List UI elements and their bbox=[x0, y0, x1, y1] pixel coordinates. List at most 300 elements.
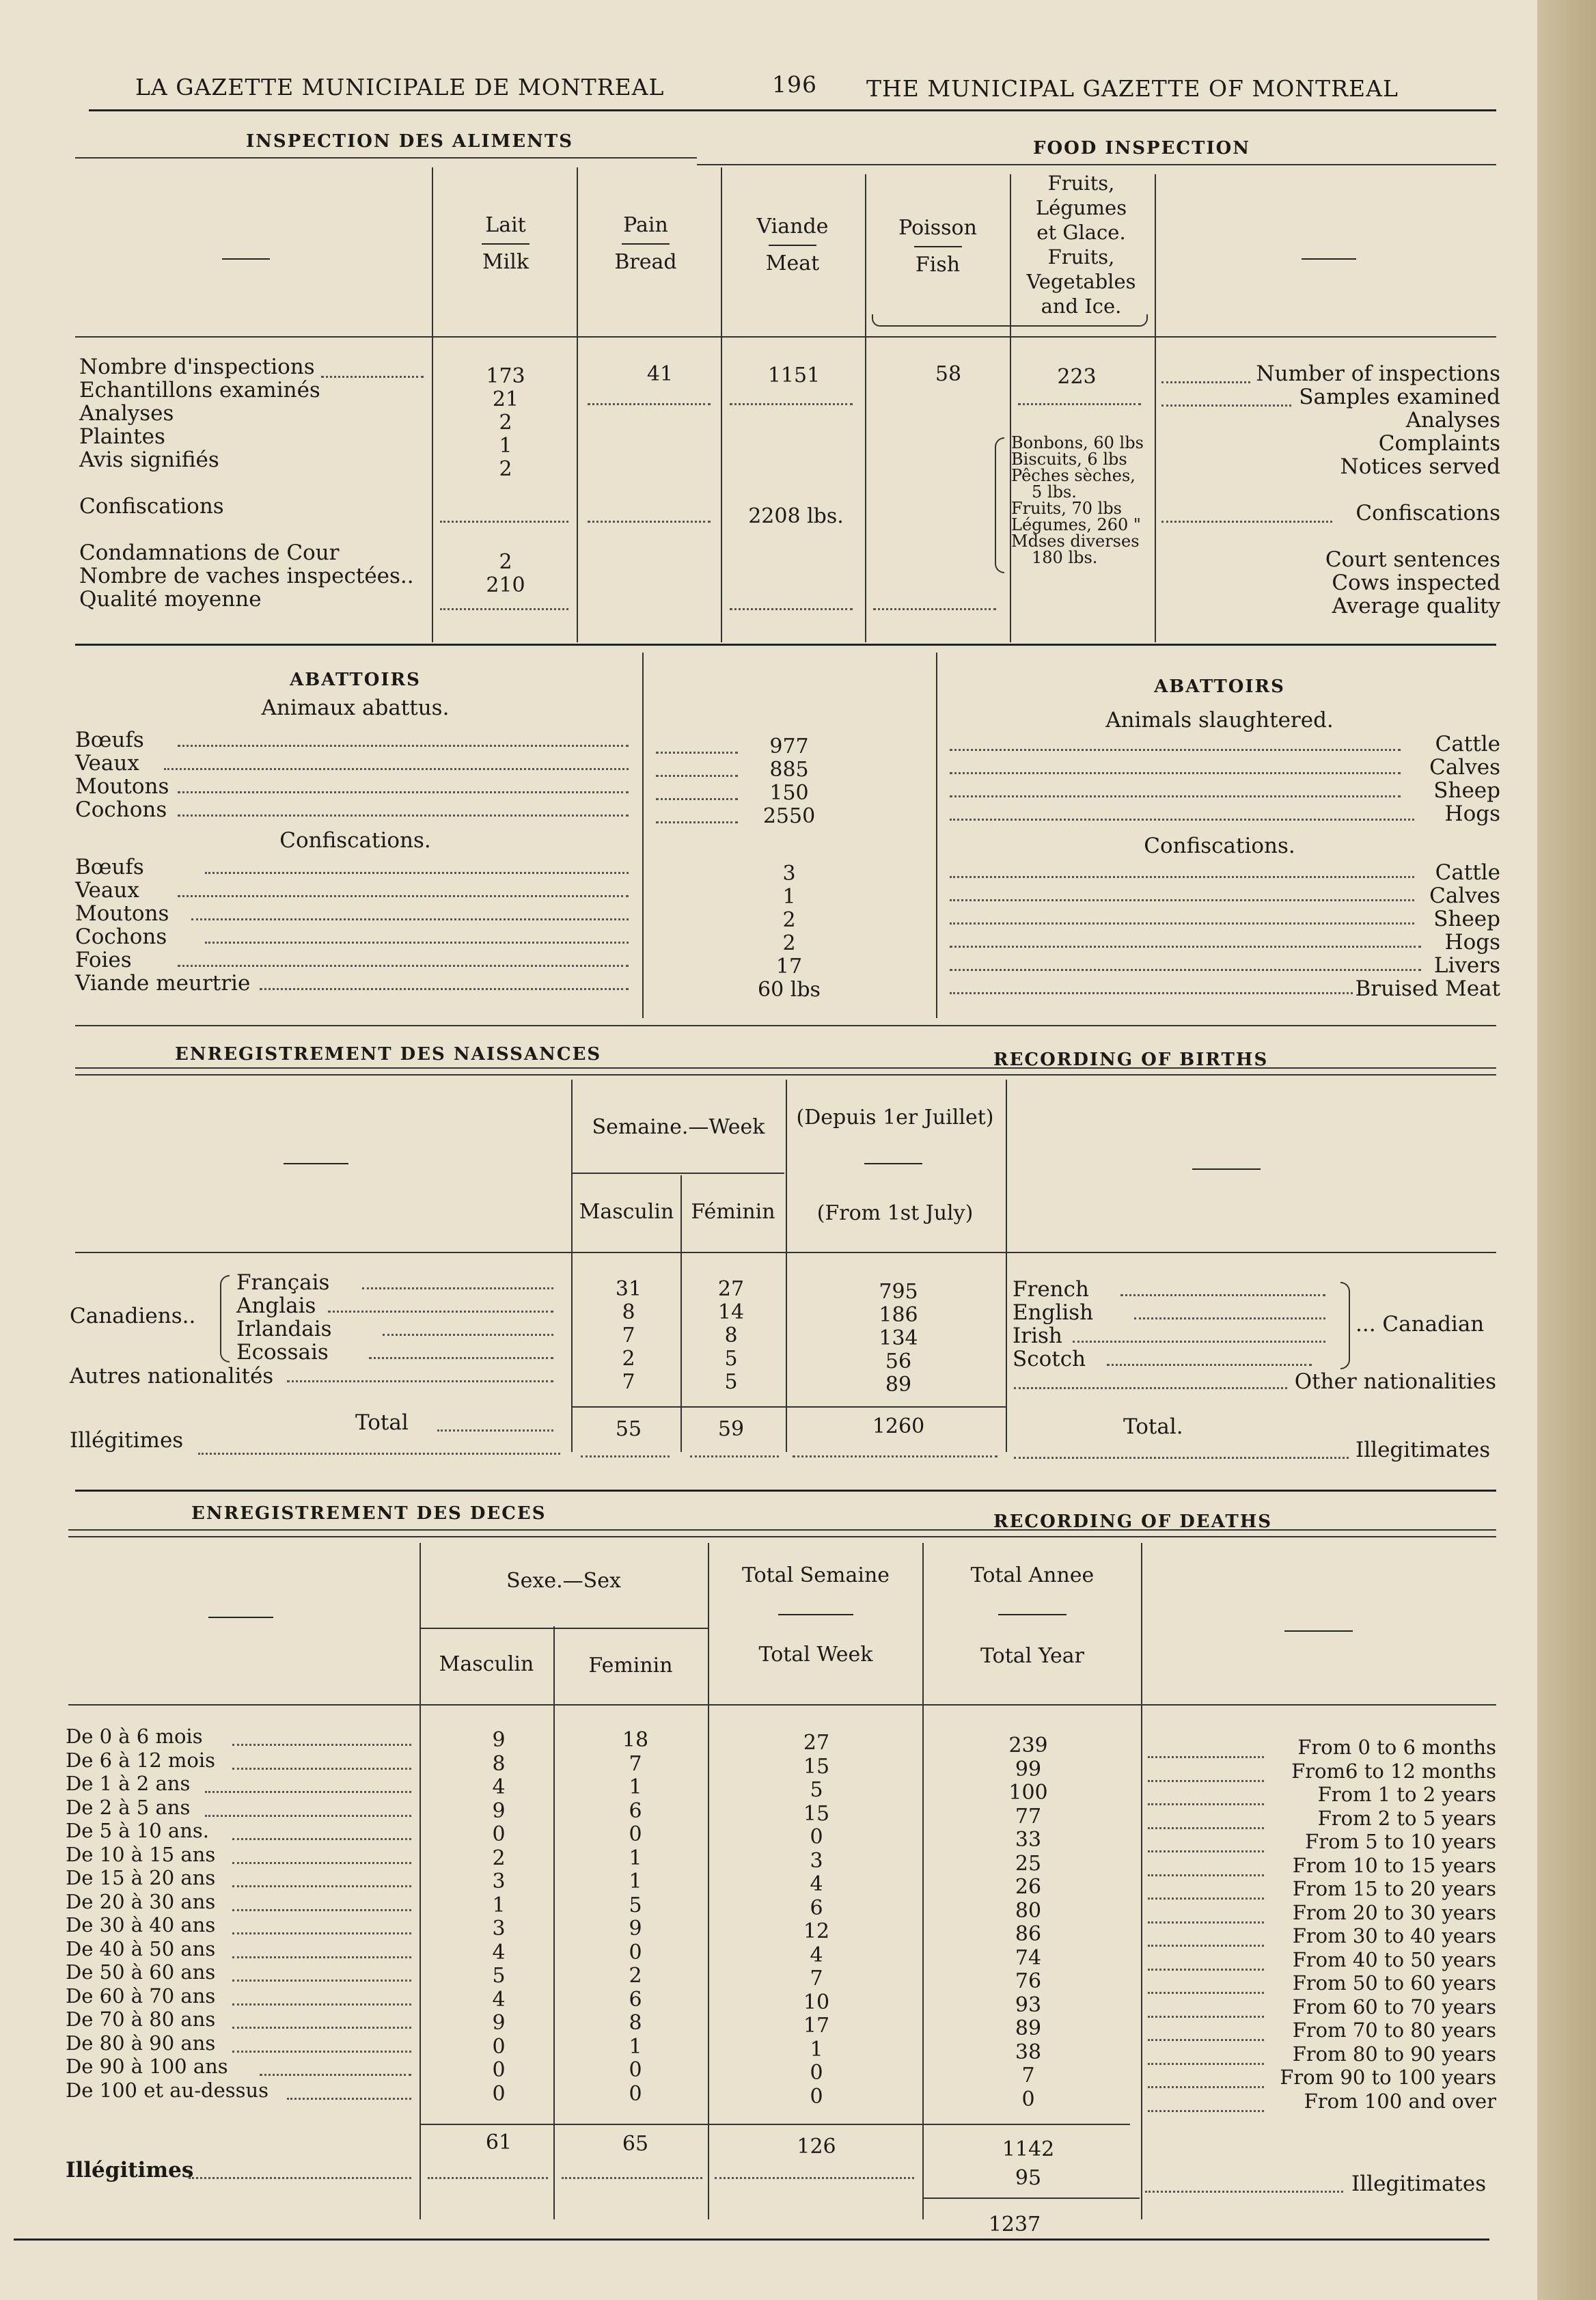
meat-confiscations: 2208 lbs. bbox=[748, 504, 844, 528]
row-label: De 50 à 60 ans bbox=[66, 1960, 216, 1984]
row-label: De 80 à 90 ans bbox=[66, 2031, 216, 2055]
col-divider bbox=[786, 1080, 787, 1452]
col-fish bbox=[881, 216, 994, 277]
row-label: Hogs bbox=[1444, 802, 1500, 826]
dot-leader bbox=[581, 1455, 670, 1457]
dot-leader bbox=[232, 1744, 411, 1746]
row-label: Bœufs bbox=[75, 728, 144, 752]
cell: 25 bbox=[1015, 1851, 1042, 1876]
cell: 795 bbox=[879, 1280, 918, 1304]
row-label: From 80 to 90 years bbox=[1292, 2042, 1496, 2066]
dot-leader bbox=[1148, 1850, 1264, 1852]
dot-leader bbox=[950, 795, 1401, 797]
dot-leader bbox=[178, 791, 629, 793]
dot-leader bbox=[1148, 1992, 1264, 1994]
dot-leader bbox=[1018, 403, 1141, 405]
fruits-head-line: Vegetables bbox=[1026, 270, 1136, 293]
milk-values bbox=[471, 365, 540, 597]
births-illeg-fr: Illégitimes bbox=[70, 1428, 184, 1453]
rule bbox=[75, 644, 1496, 646]
cell: 7 bbox=[1021, 2064, 1035, 2087]
cell: 7 bbox=[622, 1324, 635, 1347]
dot-leader bbox=[950, 992, 1353, 994]
cell: 80 bbox=[1015, 1898, 1042, 1923]
row-label: From 90 to 100 years bbox=[1280, 2066, 1496, 2089]
cell: 1 bbox=[629, 2034, 642, 2059]
deaths-sex-head: Sexe.—Sex bbox=[506, 1569, 621, 1593]
conf-values bbox=[745, 862, 834, 1002]
deaths-fem-head: Feminin bbox=[588, 1654, 673, 1678]
cell: 60 lbs bbox=[758, 978, 821, 1002]
dot-leader bbox=[1014, 1457, 1349, 1459]
row-label: Scotch bbox=[1013, 1347, 1086, 1371]
row-label: From 2 to 5 years bbox=[1317, 1806, 1496, 1830]
rule bbox=[75, 1025, 1496, 1026]
dot-leader bbox=[1148, 2039, 1264, 2041]
col-fish-en: Fish bbox=[915, 253, 961, 277]
births-total-masc: 55 bbox=[615, 1417, 642, 1441]
dot-leader bbox=[232, 2003, 411, 2005]
cell: 8 bbox=[622, 1300, 635, 1324]
fruits-head-line: Légumes bbox=[1035, 196, 1127, 219]
deaths-total-year: 1142 bbox=[1002, 2137, 1055, 2161]
dot-leader bbox=[690, 1455, 779, 1457]
fish-inspections: 58 bbox=[935, 362, 962, 386]
cell: 27 bbox=[717, 1277, 745, 1301]
slaughter-fr bbox=[75, 728, 169, 821]
dot-leader bbox=[950, 922, 1414, 925]
row-label: Ecossais bbox=[236, 1340, 329, 1365]
cell: 0 bbox=[629, 1940, 642, 1964]
rule bbox=[68, 1529, 1496, 1531]
cell: 9 bbox=[492, 1798, 506, 1823]
dot-leader bbox=[287, 1380, 553, 1382]
row-label: From 1 to 2 years bbox=[1317, 1783, 1496, 1806]
cell: 1 bbox=[629, 1870, 642, 1893]
row-label: From 60 to 70 years bbox=[1292, 1995, 1496, 2018]
row-label: From 50 to 60 years bbox=[1292, 1971, 1496, 1995]
cell: 1 bbox=[810, 2037, 823, 2062]
cell: 4 bbox=[492, 1775, 506, 1799]
row-label: From 40 to 50 years bbox=[1292, 1947, 1496, 1971]
food-rows-en bbox=[1161, 362, 1500, 618]
cell: 1 bbox=[499, 434, 512, 458]
cell: 0 bbox=[492, 1822, 506, 1846]
abattoirs-sub-en: Animals slaughtered. bbox=[1105, 708, 1334, 733]
col-divider bbox=[577, 167, 578, 642]
confiscation-notes bbox=[1011, 435, 1144, 566]
births-rows-en bbox=[1013, 1278, 1093, 1371]
cell: 0 bbox=[492, 2034, 506, 2059]
dash bbox=[482, 243, 529, 245]
dot-leader bbox=[205, 1815, 411, 1817]
note-line: Fruits, 70 lbs bbox=[1011, 499, 1122, 518]
page-number: 196 bbox=[772, 71, 817, 98]
dot-leader bbox=[950, 772, 1401, 774]
col-divider bbox=[922, 1543, 924, 2219]
row-label: Plaintes bbox=[79, 424, 165, 449]
deaths-grand-total: 1237 bbox=[988, 2213, 1041, 2236]
dot-leader bbox=[1148, 1803, 1264, 1805]
row-label: De 1 à 2 ans bbox=[66, 1772, 191, 1795]
cell: 12 bbox=[803, 1919, 830, 1943]
cell: 2 bbox=[622, 1347, 635, 1371]
cell: 38 bbox=[1015, 2040, 1042, 2064]
row-label: From 30 to 40 years bbox=[1292, 1924, 1496, 1947]
rule bbox=[573, 1406, 1007, 1408]
cell: 977 bbox=[769, 735, 809, 758]
births-illeg-en: Illegitimates bbox=[1356, 1438, 1491, 1462]
rule bbox=[75, 157, 697, 159]
header-brace bbox=[872, 314, 1148, 327]
row-label: From 20 to 30 years bbox=[1292, 1900, 1496, 1924]
header-french-title: LA GAZETTE MUNICIPALE DE MONTREAL bbox=[135, 74, 665, 100]
conf-fr bbox=[75, 855, 250, 995]
empty-dash bbox=[1302, 258, 1356, 260]
births-week-head: Semaine.—Week bbox=[592, 1115, 765, 1139]
conf-en bbox=[957, 861, 1500, 1000]
cell: 7 bbox=[629, 1751, 642, 1776]
dot-leader bbox=[950, 749, 1401, 751]
fruits-head-line: Fruits, bbox=[1047, 245, 1115, 269]
dot-leader bbox=[656, 775, 738, 777]
dot-leader bbox=[950, 819, 1414, 821]
cell: 7 bbox=[810, 1967, 823, 1990]
row-label: From 15 to 20 years bbox=[1292, 1877, 1496, 1900]
births-other-fr: Autres nationalités bbox=[70, 1364, 274, 1388]
row-label: From6 to 12 months bbox=[1291, 1759, 1496, 1783]
row-label: From 70 to 80 years bbox=[1292, 2018, 1496, 2042]
row-label: Confiscations bbox=[79, 494, 224, 519]
cell: 4 bbox=[492, 1987, 506, 2012]
dot-leader bbox=[1148, 1898, 1264, 1900]
dot-leader bbox=[950, 946, 1421, 948]
dot-leader bbox=[1161, 521, 1332, 523]
dot-leader bbox=[715, 2177, 914, 2179]
row-label: Notices served bbox=[1340, 454, 1500, 479]
deaths-rows-fr bbox=[66, 1725, 269, 2102]
row-label: Echantillons examinés bbox=[79, 378, 320, 402]
cell: 4 bbox=[810, 1872, 823, 1896]
cell: 150 bbox=[769, 781, 809, 805]
deaths-week-en: Total Week bbox=[758, 1643, 873, 1667]
col-meat bbox=[738, 215, 847, 276]
abattoirs-title-fr: ABATTOIRS bbox=[290, 670, 421, 690]
dash bbox=[622, 243, 670, 245]
empty-dash bbox=[208, 1617, 273, 1618]
row-label: Sheep bbox=[1433, 778, 1500, 803]
cell: 6 bbox=[629, 1798, 642, 1823]
dot-leader bbox=[1014, 1387, 1287, 1389]
cell: 5 bbox=[724, 1347, 738, 1371]
cell: 4 bbox=[492, 1940, 506, 1964]
dot-leader bbox=[656, 821, 738, 823]
col-divider bbox=[936, 653, 937, 1018]
dot-leader bbox=[232, 1862, 411, 1864]
dash bbox=[998, 1614, 1067, 1615]
food-title-en: FOOD INSPECTION bbox=[1033, 138, 1251, 159]
rule bbox=[419, 2124, 1130, 2125]
cell: 9 bbox=[492, 2011, 506, 2035]
cell: 18 bbox=[622, 1728, 649, 1752]
note-line: Mdses diverses bbox=[1011, 532, 1140, 551]
cell: 14 bbox=[717, 1300, 745, 1324]
dot-leader bbox=[189, 2177, 411, 2179]
cell: 5 bbox=[629, 1893, 642, 1917]
deaths-year-values bbox=[991, 1734, 1066, 2111]
col-divider bbox=[419, 1543, 421, 2219]
col-divider bbox=[1010, 174, 1011, 642]
row-label: From 10 to 15 years bbox=[1292, 1853, 1496, 1877]
deaths-masc-values bbox=[465, 1729, 533, 2106]
cell: 0 bbox=[492, 2058, 506, 2082]
row-label: Court sentences bbox=[1325, 547, 1500, 572]
deaths-illeg-year: 95 bbox=[1015, 2166, 1042, 2190]
cell: 885 bbox=[769, 758, 809, 782]
cell: 17 bbox=[775, 955, 803, 978]
cell: 1 bbox=[629, 1775, 642, 1799]
row-label: French bbox=[1013, 1277, 1089, 1302]
col-divider bbox=[1155, 174, 1156, 642]
row-label: De 10 à 15 ans bbox=[66, 1842, 216, 1866]
dot-leader bbox=[232, 2027, 411, 2029]
deaths-rows-en bbox=[1148, 1736, 1496, 2113]
cell: 33 bbox=[1015, 1828, 1042, 1852]
dot-leader bbox=[730, 608, 853, 610]
dot-leader bbox=[164, 768, 629, 770]
row-label: Avis signifiés bbox=[79, 448, 219, 472]
note-line: Bonbons, 60 lbs bbox=[1011, 433, 1144, 452]
row-label: Anglais bbox=[236, 1293, 316, 1318]
col-bread-en: Bread bbox=[614, 250, 677, 274]
deaths-masc-head: Masculin bbox=[439, 1652, 534, 1676]
births-fem-head: Féminin bbox=[691, 1200, 775, 1224]
dot-leader bbox=[260, 2074, 411, 2076]
row-label: De 15 à 20 ans bbox=[66, 1866, 216, 1889]
cell: 4 bbox=[810, 1943, 823, 1967]
fruits-head-line: Fruits, bbox=[1047, 172, 1115, 195]
cell: 2 bbox=[499, 457, 512, 481]
cell: 1 bbox=[492, 1893, 506, 1917]
rule bbox=[924, 2198, 1140, 2199]
meat-inspections: 1151 bbox=[767, 364, 821, 387]
dot-leader bbox=[588, 521, 711, 523]
cell: 2 bbox=[499, 411, 512, 435]
deaths-fem-values bbox=[601, 1729, 670, 2106]
deaths-title-fr: ENREGISTREMENT DES DECES bbox=[191, 1503, 547, 1524]
dot-leader bbox=[321, 376, 424, 378]
row-label: De 70 à 80 ans bbox=[66, 2008, 216, 2031]
row-label: Nombre d'inspections bbox=[79, 355, 315, 379]
row-label: Average quality bbox=[1332, 594, 1500, 618]
cell: 0 bbox=[629, 2058, 642, 2082]
births-since-en: (From 1st July) bbox=[816, 1201, 974, 1225]
cell: 186 bbox=[879, 1303, 918, 1327]
header-english-title: THE MUNICIPAL GAZETTE OF MONTREAL bbox=[866, 75, 1399, 102]
fruits-inspections: 223 bbox=[1057, 365, 1097, 389]
row-label: De 6 à 12 mois bbox=[66, 1748, 216, 1772]
cell: 89 bbox=[1015, 2016, 1042, 2040]
deaths-week-values bbox=[779, 1731, 854, 2109]
cell: 76 bbox=[1015, 1969, 1042, 1993]
dot-leader bbox=[205, 872, 629, 874]
cell: 5 bbox=[492, 1964, 506, 1988]
cell: 74 bbox=[1015, 1945, 1042, 1970]
cell: 10 bbox=[803, 1990, 830, 2014]
empty-dash bbox=[222, 258, 270, 260]
births-title-en: RECORDING OF BIRTHS bbox=[993, 1050, 1269, 1070]
dot-leader bbox=[178, 965, 629, 967]
dot-leader bbox=[873, 608, 996, 610]
note-line: Légumes, 260 " bbox=[1011, 515, 1141, 534]
empty-dash bbox=[1192, 1168, 1261, 1170]
dot-leader bbox=[178, 814, 629, 817]
dot-leader bbox=[562, 2177, 702, 2179]
dot-leader bbox=[1148, 1780, 1264, 1782]
cell: 15 bbox=[803, 1801, 830, 1826]
row-label: From 5 to 10 years bbox=[1305, 1830, 1496, 1853]
dot-leader bbox=[950, 899, 1414, 901]
dot-leader bbox=[950, 876, 1414, 878]
row-label: De 40 à 50 ans bbox=[66, 1936, 216, 1960]
rule bbox=[68, 1536, 1496, 1537]
dot-leader bbox=[1148, 1969, 1264, 1971]
dot-leader bbox=[232, 1956, 411, 1958]
rule bbox=[75, 336, 1496, 338]
deaths-illeg-fr: Illégitimes bbox=[66, 2158, 194, 2182]
dash bbox=[864, 1163, 922, 1164]
row-label: Veaux bbox=[75, 751, 139, 776]
cell: 89 bbox=[885, 1373, 912, 1397]
conf-head-en: Confiscations. bbox=[1144, 834, 1295, 858]
deaths-year-en: Total Year bbox=[980, 1644, 1084, 1668]
births-total-fem: 59 bbox=[717, 1417, 745, 1441]
row-label: From 0 to 6 months bbox=[1297, 1736, 1496, 1759]
cell: 27 bbox=[803, 1731, 830, 1755]
row-label: Nombre de vaches inspectées.. bbox=[79, 564, 414, 588]
cell: 86 bbox=[1015, 1922, 1042, 1946]
dot-leader bbox=[260, 988, 629, 990]
dot-leader bbox=[232, 1885, 411, 1887]
col-meat-fr: Viande bbox=[756, 215, 829, 238]
canadiens-brace bbox=[220, 1275, 230, 1363]
dot-leader bbox=[383, 1334, 553, 1336]
row-label: Complaints bbox=[1378, 431, 1500, 456]
dot-leader bbox=[369, 1357, 553, 1359]
rule bbox=[75, 1067, 1496, 1069]
dot-leader bbox=[1120, 1294, 1325, 1296]
deaths-total-fem: 65 bbox=[622, 2132, 649, 2156]
row-label: Veaux bbox=[75, 878, 139, 903]
births-masc-head: Masculin bbox=[579, 1200, 674, 1224]
canadiens-label: Canadiens.. bbox=[70, 1304, 196, 1328]
page-binding bbox=[1537, 0, 1596, 2300]
dot-leader bbox=[232, 2051, 411, 2053]
dot-leader bbox=[232, 1980, 411, 1982]
deaths-week-head bbox=[711, 1563, 921, 1667]
cell: 0 bbox=[810, 1825, 823, 1849]
rule bbox=[75, 1074, 1496, 1076]
row-label: De 60 à 70 ans bbox=[66, 1984, 216, 2008]
row-label: Confiscations bbox=[1356, 501, 1500, 525]
col-divider bbox=[1006, 1080, 1007, 1452]
row-label: Livers bbox=[1433, 953, 1500, 978]
cell: 5 bbox=[724, 1370, 738, 1394]
dot-leader bbox=[205, 942, 629, 944]
col-bread-fr: Pain bbox=[623, 213, 668, 237]
births-other-en: Other nationalities bbox=[1294, 1369, 1496, 1394]
note-line: Biscuits, 6 lbs bbox=[1011, 450, 1127, 469]
row-label: Moutons bbox=[75, 774, 169, 799]
dot-leader bbox=[205, 1791, 411, 1793]
dot-leader bbox=[287, 2098, 411, 2100]
cell: 7 bbox=[622, 1370, 635, 1394]
col-fish-fr: Poisson bbox=[898, 216, 977, 240]
rule bbox=[75, 1490, 1496, 1492]
cell: 8 bbox=[724, 1324, 738, 1347]
abattoirs-sub-fr: Animaux abattus. bbox=[261, 696, 450, 720]
fruits-head-line: et Glace. bbox=[1036, 221, 1126, 244]
cell: 2 bbox=[499, 550, 512, 574]
dot-leader bbox=[1148, 2063, 1264, 2065]
cell: 15 bbox=[803, 1754, 830, 1779]
rule bbox=[573, 1173, 784, 1174]
dot-leader bbox=[1148, 1756, 1264, 1758]
row-label: Irlandais bbox=[236, 1317, 332, 1341]
row-label: De 5 à 10 ans. bbox=[66, 1819, 209, 1842]
cell: 2 bbox=[782, 908, 796, 932]
cell: 0 bbox=[810, 2061, 823, 2085]
fruits-head-line: and Ice. bbox=[1041, 295, 1122, 318]
row-label: Calves bbox=[1429, 884, 1500, 908]
col-meat-en: Meat bbox=[765, 251, 820, 275]
col-divider bbox=[642, 653, 644, 1018]
cell: 2550 bbox=[762, 804, 816, 828]
row-label: Qualité moyenne bbox=[79, 587, 262, 612]
cell: 6 bbox=[629, 1987, 642, 2012]
row-label: Cochons bbox=[75, 797, 167, 822]
births-since-head: (Depuis 1er Juillet) bbox=[796, 1106, 994, 1130]
dash bbox=[914, 246, 962, 247]
dot-leader bbox=[656, 798, 738, 800]
col-divider bbox=[432, 167, 433, 642]
row-label: Cattle bbox=[1435, 732, 1500, 756]
cell: 93 bbox=[1015, 1993, 1042, 2017]
dot-leader bbox=[232, 1909, 411, 1911]
abattoirs-title-en: ABATTOIRS bbox=[1154, 676, 1285, 697]
food-rows-fr bbox=[79, 355, 414, 611]
dot-leader bbox=[656, 752, 738, 754]
cell: 2 bbox=[782, 931, 796, 955]
births-rows-fr bbox=[236, 1271, 332, 1364]
dot-leader bbox=[1073, 1341, 1325, 1343]
cell: 1 bbox=[629, 1846, 642, 1870]
col-milk bbox=[451, 213, 560, 275]
dot-leader bbox=[178, 895, 629, 897]
births-fem-values bbox=[697, 1278, 765, 1394]
dot-leader bbox=[1148, 1945, 1264, 1947]
conf-head-fr: Confiscations. bbox=[279, 828, 431, 853]
dot-leader bbox=[328, 1311, 553, 1313]
births-total-fr: Total bbox=[355, 1410, 409, 1435]
cell: 1 bbox=[782, 885, 796, 909]
dot-leader bbox=[362, 1287, 553, 1289]
cell: 31 bbox=[615, 1277, 642, 1301]
col-divider bbox=[553, 1626, 555, 2219]
cell: 3 bbox=[492, 1870, 506, 1893]
row-label: Cattle bbox=[1435, 860, 1500, 885]
row-label: Sheep bbox=[1433, 907, 1500, 931]
